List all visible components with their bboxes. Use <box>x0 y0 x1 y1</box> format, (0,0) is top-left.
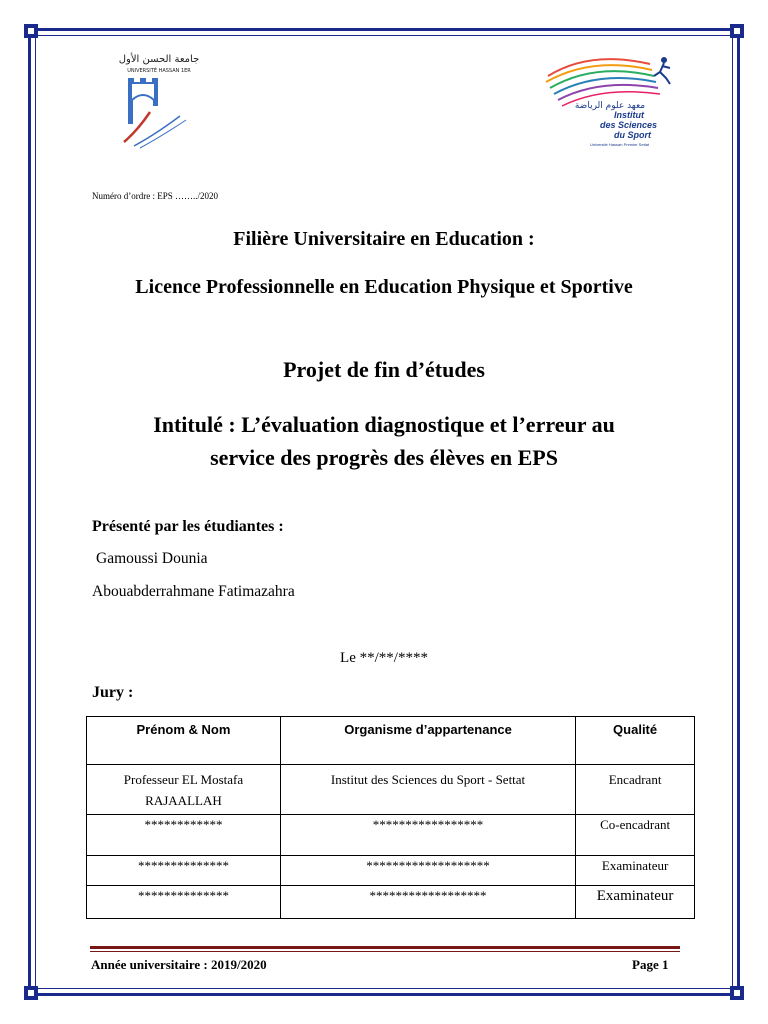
intitule-line-1: Intitulé : L’évaluation diagnostique et l’erreur au <box>153 412 615 437</box>
institut-sciences-sport-logo <box>540 50 680 150</box>
intitule-line-2: service des progrès des élèves en EPS <box>210 445 558 470</box>
academic-year: Année universitaire : 2019/2020 <box>91 957 267 972</box>
filiere-heading: Filière Universitaire en Education : <box>233 228 535 250</box>
licence-heading: Licence Professionnelle en Education Physique et Sportive <box>135 276 633 298</box>
border-corner-ornament <box>24 986 38 1000</box>
logo-line-institut: Institut <box>614 110 644 120</box>
jury-name-line: Professeur EL Mostafa <box>123 772 244 787</box>
jury-member-role: Encadrant <box>576 765 695 815</box>
table-row <box>87 856 695 886</box>
jury-name-line: RAJAALLAH <box>145 793 222 808</box>
student-name: Gamoussi Dounia <box>96 550 208 567</box>
jury-member-role: Examinateur <box>576 886 695 919</box>
jury-member-name: ************** <box>87 886 281 919</box>
jury-label: Jury : <box>92 684 134 701</box>
logo-line-sciences: des Sciences <box>600 120 658 130</box>
column-header-qualite: Qualité <box>576 717 695 765</box>
jury-member-role: Co-encadrant <box>576 815 695 856</box>
border-corner-ornament <box>730 986 744 1000</box>
column-header-name: Prénom & Nom <box>87 717 281 765</box>
footer-divider <box>90 946 680 949</box>
jury-member-role: Examinateur <box>576 856 695 886</box>
defense-date: Le **/**/**** <box>340 650 428 666</box>
table-row <box>87 765 695 815</box>
jury-member-organisme: Institut des Sciences du Sport - Settat <box>280 765 575 815</box>
intitule-heading <box>0 408 768 474</box>
student-name: Abouabderrahmane Fatimazahra <box>92 583 295 600</box>
jury-member-name <box>87 765 281 815</box>
page-number: Page 1 <box>632 957 669 972</box>
logo-subline: Université Hassan Premier Settat <box>590 142 650 147</box>
logo-arabic-text: جامعة الحسن الأول <box>118 54 200 65</box>
logo-latin-text: UNIVERSITÉ HASSAN 1ER <box>127 68 191 74</box>
logo-arabic-text: معهد علوم الرياضة <box>574 101 646 111</box>
border-corner-ornament <box>24 24 38 38</box>
logo-line-sport: du Sport <box>614 130 651 140</box>
jury-table <box>86 716 695 919</box>
universite-hassan-logo <box>118 50 200 150</box>
border-corner-ornament <box>730 24 744 38</box>
jury-member-organisme: ***************** <box>280 815 575 856</box>
jury-member-organisme: ****************** <box>280 886 575 919</box>
table-row <box>87 886 695 919</box>
column-header-organisme: Organisme d’appartenance <box>280 717 575 765</box>
table-row <box>87 815 695 856</box>
footer-divider <box>90 951 680 952</box>
projet-heading: Projet de fin d’études <box>283 357 485 382</box>
jury-member-organisme: ******************* <box>280 856 575 886</box>
students-label: Présenté par les étudiantes : <box>92 518 284 535</box>
jury-member-name: ************** <box>87 856 281 886</box>
order-number: Numéro d’ordre : EPS ……../2020 <box>92 191 218 201</box>
jury-member-name: ************ <box>87 815 281 856</box>
table-header-row <box>87 717 695 765</box>
